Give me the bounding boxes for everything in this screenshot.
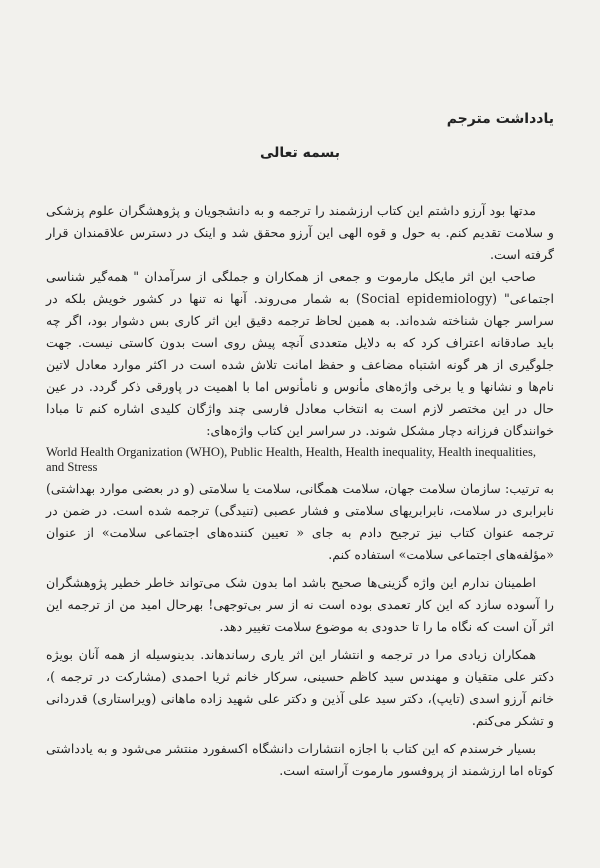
paragraph-intro: مدتها بود آرزو داشتم این کتاب ارزشمند را ترجمه و به دانشجویان و پژوهشگران علوم پزشکی و سلامت تقدیم کنم. به حول و قوه الهی این آرزو محقق شد و اینک در دسترس علاقمندان قرار گرفته است. xyxy=(46,203,554,262)
paragraph-translations: به ترتیب: سازمان سلامت جهان، سلامت همگانی، سلامت یا سلامتی (و در بعضی موارد بهداشتی) نابرابری در سلامت، نابرابریهای سلامتی و فشار عصبی (تنیدگی) ترجمه شده است. در ضمن در ترجمه عنوان کتاب نیز ترجیح دادم به جای « تعیین کننده‌های اجتماعی سلامت» از عنوان «مؤلفه‌های اجتماعی سلامت» استفاده کنم. xyxy=(46,481,554,562)
paragraph-acknowledgements: همکاران زیادی مرا در ترجمه و انتشار این اثر یاری رساندهاند. بدینوسیله از همه آنان بویژه دکتر علی متقیان و مهندس سید کاظم حسینی، سرکار خانم ثریا احمدی (مشارکت در ترجمه )، خانم آرزو اسدی (تایپ)، دکتر سید علی آذین و دکتر علی شهید زاده ماهانی (ویراستاری) قدردانی و تشکر می‌کنم. xyxy=(46,647,554,728)
translator-note-heading: یادداشت مترجم xyxy=(446,111,554,127)
page-content xyxy=(46,108,554,782)
paragraph-closing: بسیار خرسندم که این کتاب با اجازه انتشارات دانشگاه اکسفورد منتشر می‌شود و به یادداشتی کوتاه اما ارزشمند از پروفسور مارموت آراسته است. xyxy=(46,741,554,778)
invocation-title: بسمه تعالی xyxy=(259,145,341,161)
english-terms-line: World Health Organization (WHO), Public Health, Health, Health inequality, Health inequalities, and Stress xyxy=(46,445,536,474)
paragraph-author: صاحب این اثر مایکل مارموت و جمعی از همکاران و جملگی از سرآمدان " همه‌گیر شناسی اجتماعی" (Social epidemiology) به شمار می‌روند. آنها نه تنها در کشور خویش بلکه در سراسر جهان شناخته شده‌اند. به همین لحاظ ترجمه دقیق این اثر کاری بس دشوار بود، اگر چه باید صادقانه اعتراف کرد که به دلایل متعددی آنچه پیش روی است بدون کاستی نیست. جهت جلوگیری از هر گونه اشتباه مضاعف و حفظ امانت تلاش شده است در اکثر موارد معادل لاتین نام‌ها و نشانها و یا برخی واژه‌های مأنوس و نامأنوس اما با اهمیت در پاورقی ذکر گردد. در عین حال در این مختصر لازم است به انتخاب معادل فارسی چند واژگان کلیدی اشاره کنم تا مبادا خوانندگان فرزانه دچار مشکل شوند. در سراسر این کتاب واژه‌های: xyxy=(46,269,554,438)
paragraph-uncertainty: اطمینان ندارم این واژه گزینی‌ها صحیح باشد اما بدون شک می‌تواند خاطر خطیر پژوهشگران را آسوده سازد که این کار تعمدی بوده است نه از سر بی‌توجهی! بهرحال امید من از ترجمه این اثر آن است که نگاه ما را تا حدودی به موضوع سلامت تغییر دهد. xyxy=(46,575,554,634)
